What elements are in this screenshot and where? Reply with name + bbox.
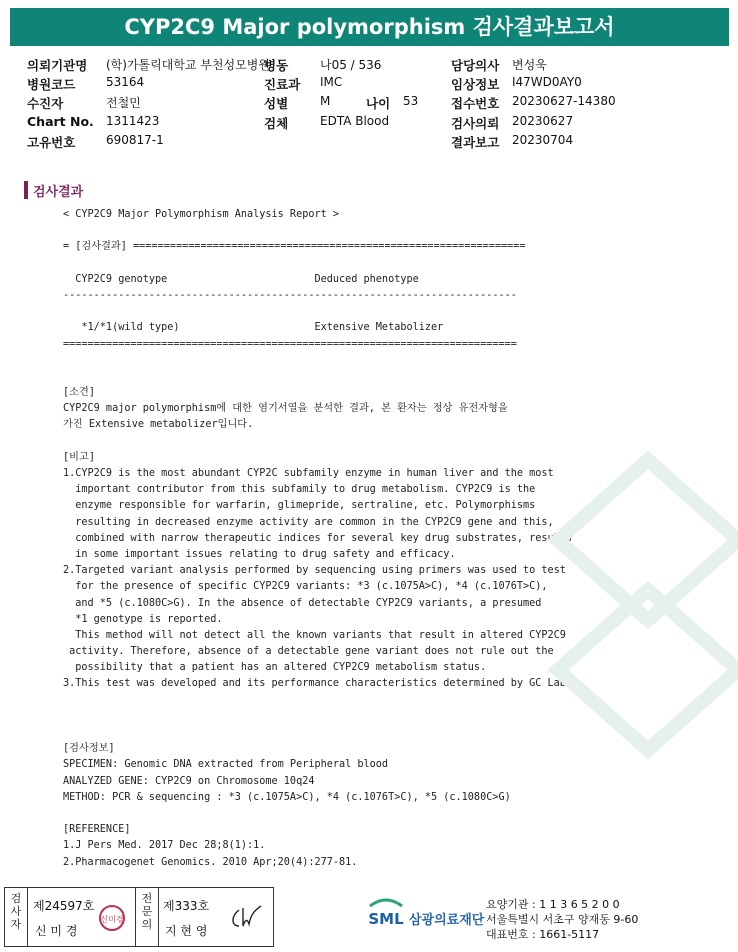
- reviewer-number: 제333호: [163, 899, 210, 913]
- info2-label-0: 병동: [264, 58, 289, 73]
- report-line: combined with narrow therapeutic indices for several key drug substrates, results: [63, 532, 573, 544]
- info3-label-4: 결과보고: [451, 135, 500, 150]
- section-marker: [24, 181, 28, 199]
- report-line: [소견]: [63, 387, 95, 399]
- info-label-0: 의뢰기관명: [27, 58, 88, 73]
- report-line: = [검사결과] ================================================================: [63, 241, 526, 253]
- report-line: [63, 256, 578, 272]
- info3-label-2: 접수번호: [451, 96, 500, 111]
- report-body: [63, 207, 578, 871]
- reviewer-name: 지 현 영: [165, 924, 208, 938]
- report-line: CYP2C9 genotype Deduced phenotype: [63, 273, 419, 285]
- reviewer-label: 전문의: [141, 892, 153, 931]
- info2-value-1: IMC: [320, 75, 343, 89]
- report-line: SPECIMEN: Genomic DNA extracted from Peripheral blood: [63, 759, 389, 771]
- info-label-3: Chart No.: [27, 114, 94, 129]
- report-line: This method will not detect all the known variants that result in altered CYP2C9: [63, 629, 566, 641]
- tester-label: 검사자: [10, 892, 22, 931]
- report-line: [63, 304, 578, 320]
- info3-value-1: I47WD0AY0: [512, 75, 582, 89]
- report-line: [63, 369, 578, 385]
- report-title: CYP2C9 Major polymorphism 검사결과보고서: [10, 8, 729, 46]
- signature-box: [4, 887, 274, 947]
- report-line: for the presence of specific CYP2C9 variants: *3 (c.1075A>C), *4 (c.1076T>C),: [63, 581, 548, 593]
- info-value-1: 53164: [106, 75, 145, 89]
- tester-number: 제24597호: [33, 899, 95, 913]
- report-line: < CYP2C9 Major Polymorphism Analysis Report >: [63, 209, 340, 220]
- report-line: [비고]: [63, 451, 95, 463]
- report-line: [63, 693, 578, 709]
- report-line: *1/*1(wild type) Extensive Metabolizer: [63, 322, 444, 334]
- info2-label-3: 검체: [264, 116, 289, 131]
- age-value: 53: [403, 94, 419, 108]
- info3-value-4: 20230704: [512, 133, 574, 147]
- report-line: [63, 434, 578, 450]
- section-title: 검사결과: [33, 185, 84, 200]
- org-name: 삼광의료재단: [409, 913, 485, 928]
- report-line: possibility that a patient has an altered CYP2C9 metabolism status.: [63, 662, 487, 674]
- tester-seal-text: 신미경: [100, 915, 124, 924]
- report-line: ANALYZED GENE: CYP2C9 on Chromosome 10q24: [63, 775, 315, 787]
- report-line: [63, 806, 578, 822]
- report-line: activity. Therefore, absence of a detectable gene variant does not rule out the: [63, 646, 554, 658]
- info-value-4: 690817-1: [106, 133, 164, 147]
- info3-label-1: 임상정보: [451, 77, 500, 92]
- info3-label-3: 검사의뢰: [451, 116, 500, 131]
- report-line: 1.CYP2C9 is the most abundant CYP2C subfamily enzyme in human liver and the most: [63, 468, 554, 479]
- report-line: --------------------------------------------------------------------------: [63, 289, 517, 301]
- info-value-2: 전철민: [106, 96, 141, 110]
- info2-value-0: 나05 / 536: [320, 58, 382, 72]
- info2-label-2: 성별: [264, 96, 289, 111]
- info-label-1: 병원코드: [27, 77, 76, 92]
- reviewer-signature-icon: [227, 902, 267, 932]
- info3-label-0: 담당의사: [451, 58, 500, 73]
- info-value-3: 1311423: [106, 114, 160, 128]
- report-line: [검사정보]: [63, 743, 115, 755]
- sml-logo-icon: [366, 894, 406, 930]
- report-line: [63, 725, 578, 741]
- info-value-0: (학)가톨릭대학교 부천성모병원: [106, 58, 270, 72]
- age-label: 나이: [366, 96, 391, 111]
- org-code: 요양기관 : 1 1 3 6 5 2 0 0: [486, 898, 620, 911]
- info3-value-2: 20230627-14380: [512, 94, 616, 108]
- info2-label-1: 진료과: [264, 77, 301, 92]
- report-line: in some important issues relating to drug safety and efficacy.: [63, 548, 456, 560]
- report-line: and *5 (c.1080C>G). In the absence of detectable CYP2C9 variants, a presumed: [63, 597, 542, 609]
- report-line: [REFERENCE]: [63, 824, 131, 836]
- report-line: 2.Targeted variant analysis performed by sequencing using primers was used to test: [63, 565, 566, 577]
- report-line: [63, 709, 578, 725]
- info-label-4: 고유번호: [27, 135, 76, 150]
- info-label-2: 수진자: [27, 96, 64, 111]
- report-line: METHOD: PCR & sequencing : *3 (c.1075A>C), *4 (c.1076T>C), *5 (c.1080C>G): [63, 791, 511, 803]
- report-line: 2.Pharmacogenet Genomics. 2010 Apr;20(4):277-81.: [63, 856, 358, 868]
- report-line: [63, 353, 578, 369]
- info3-value-0: 변성욱: [512, 58, 547, 72]
- report-line: resulting in decreased enzyme activity are common in the CYP2C9 gene and this,: [63, 516, 554, 528]
- org-address: 서울특별시 서초구 양재동 9-60: [486, 913, 639, 926]
- report-line: 1.J Pers Med. 2017 Dec 28;8(1):1.: [63, 840, 266, 852]
- info2-value-3: EDTA Blood: [320, 114, 390, 128]
- info3-value-3: 20230627: [512, 114, 574, 128]
- report-line: important contributor from this subfamily to drug metabolism. CYP2C9 is the: [63, 484, 536, 496]
- report-line: [63, 223, 578, 239]
- report-line: 3.This test was developed and its performance characteristics determined by GC Labs.: [63, 678, 579, 690]
- info2-value-2: M: [320, 94, 331, 108]
- report-line: CYP2C9 major polymorphism에 대한 염기서열을 분석한 결과, 본 환자는 정상 유전자형을: [63, 403, 508, 415]
- logo-text: SML: [368, 910, 404, 928]
- watermark-logo-icon: [518, 420, 738, 760]
- report-line: enzyme responsible for warfarin, glimepride, sertraline, etc. Polymorphisms: [63, 500, 536, 512]
- report-line: *1 genotype is reported.: [63, 613, 223, 625]
- report-line: ==========================================================================: [63, 338, 517, 350]
- org-phone: 대표번호 : 1661-5117: [486, 928, 600, 941]
- tester-seal-icon: [98, 904, 126, 932]
- report-line: 가진 Extensive metabolizer입니다.: [63, 419, 254, 431]
- tester-name: 신 미 경: [35, 924, 78, 938]
